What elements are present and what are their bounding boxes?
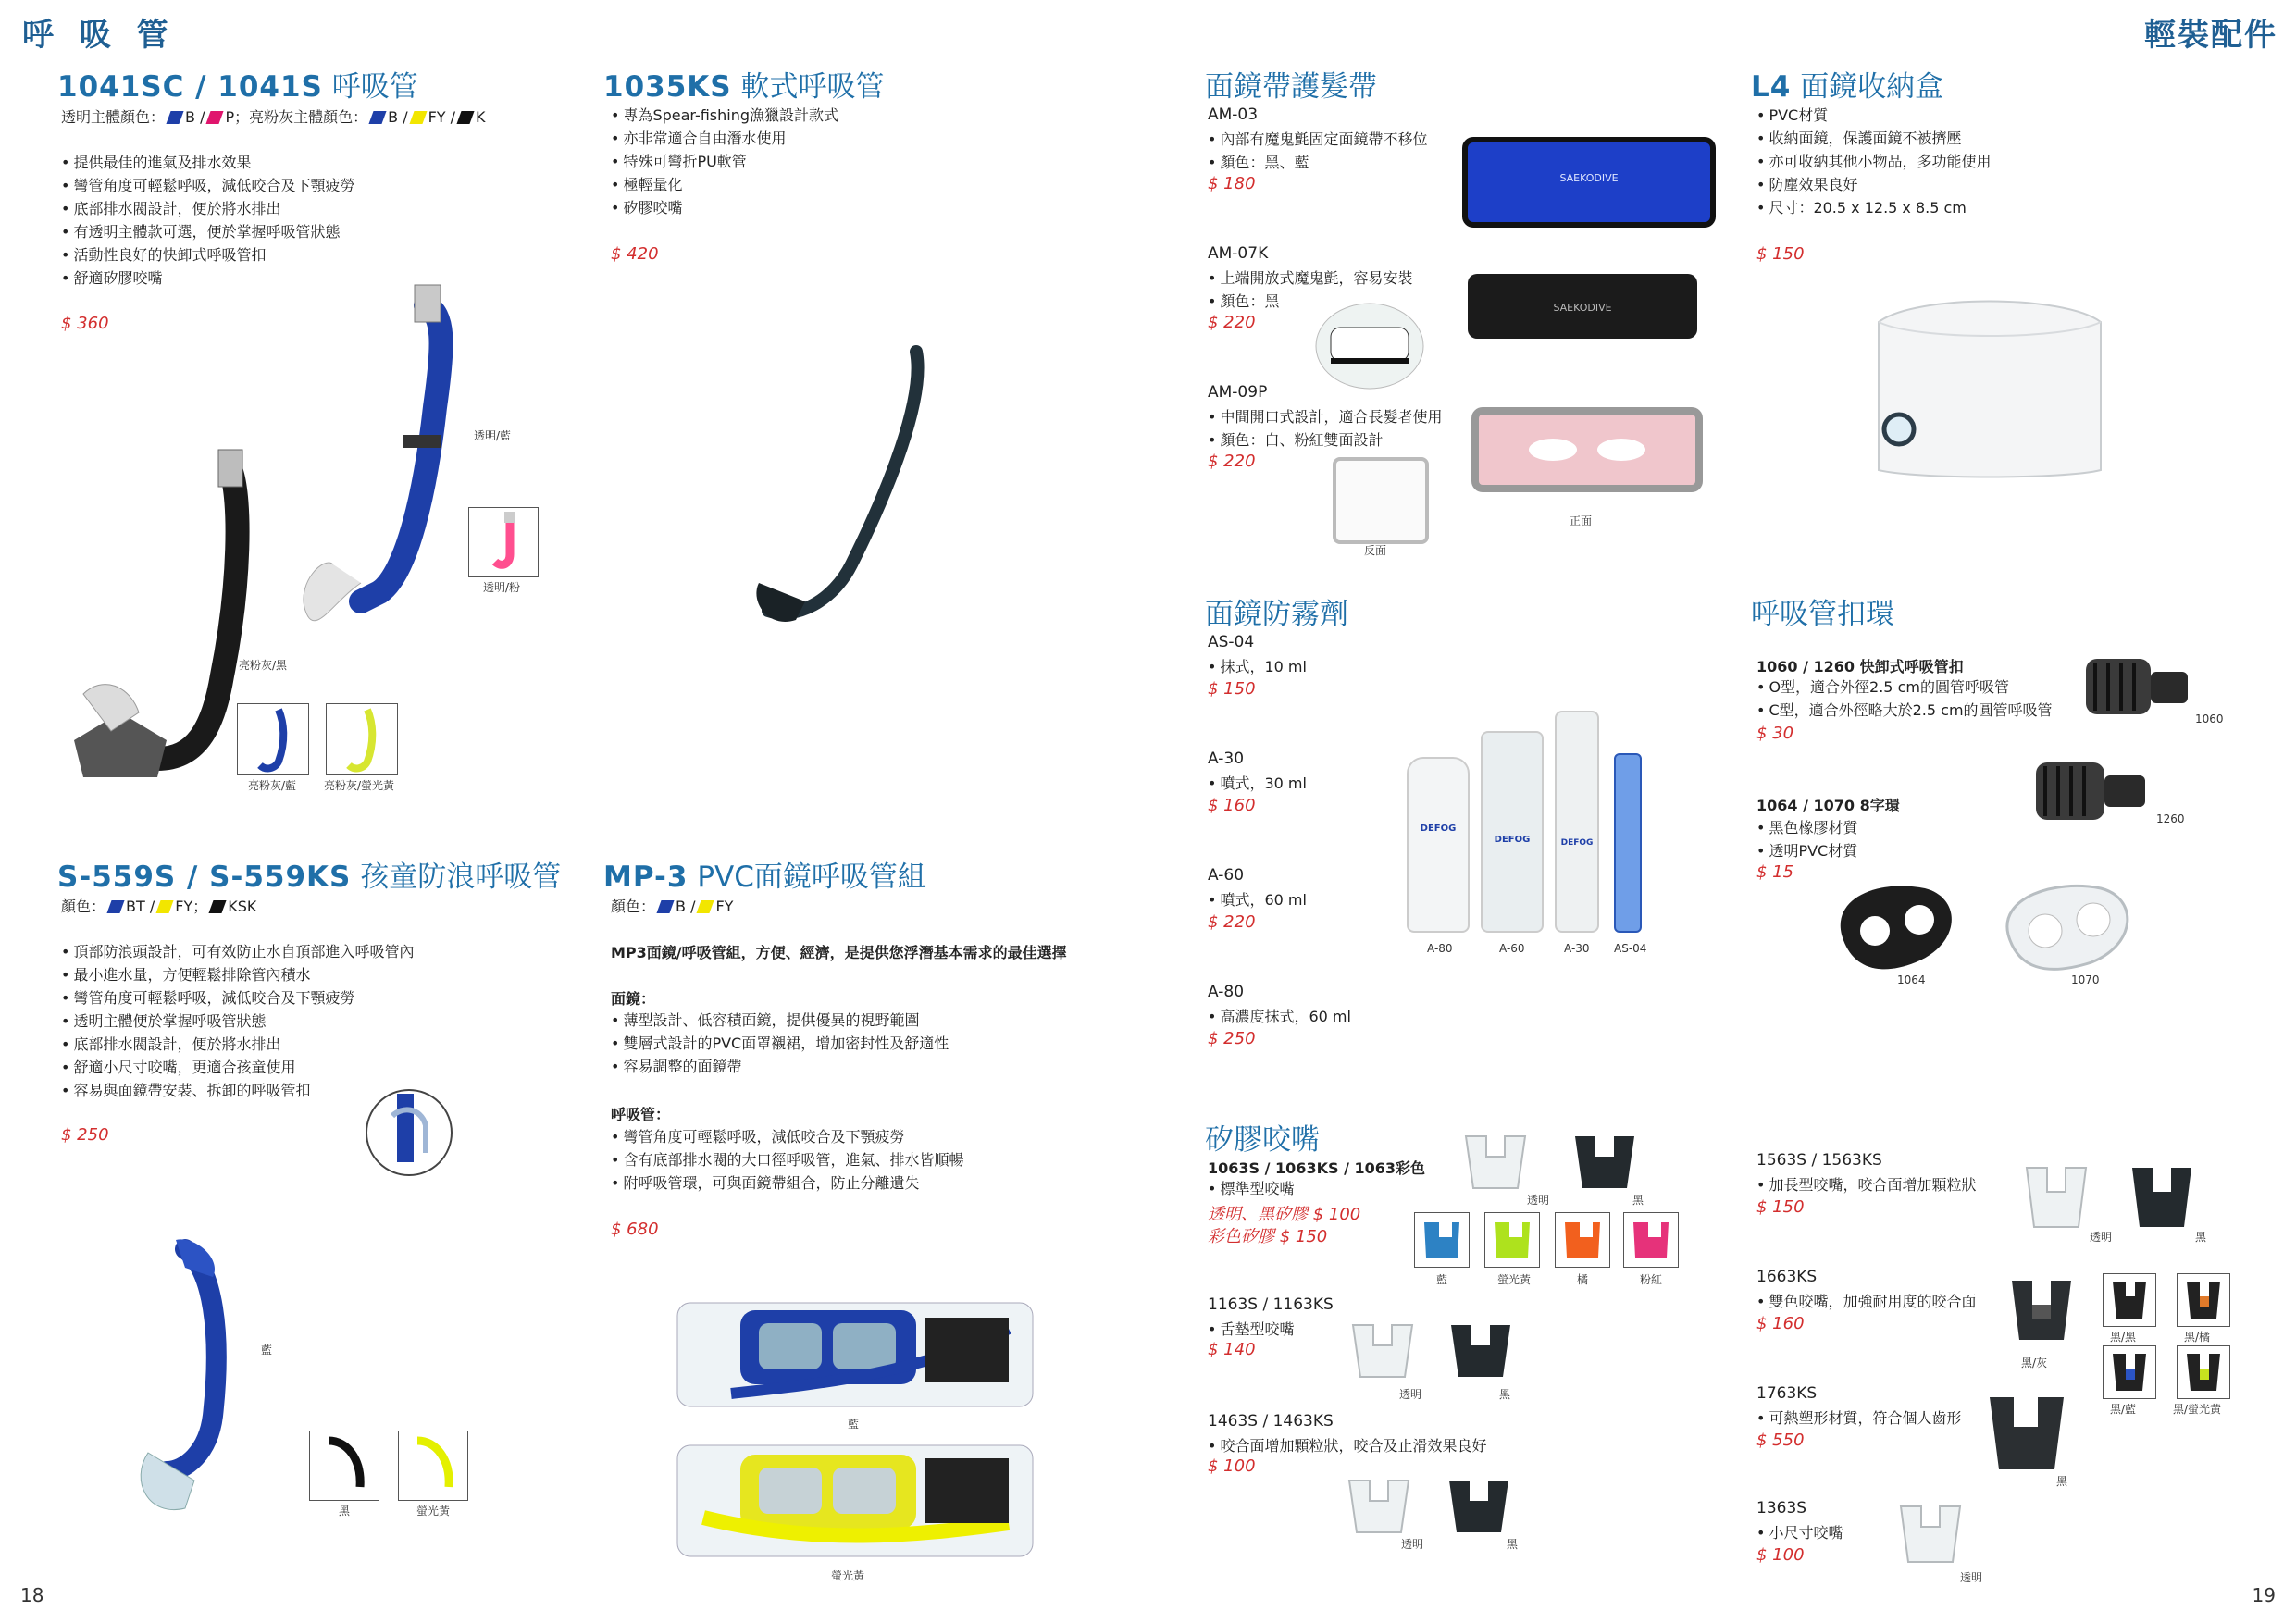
defog-title: 面鏡防霧劑	[1205, 598, 1348, 631]
color-code: B /	[388, 108, 408, 126]
mouthpiece-1663-image	[2004, 1273, 2079, 1347]
mouth2-code-3: 1363S	[1756, 1499, 1807, 1518]
caption-1063-orange: 橘	[1577, 1273, 1589, 1286]
caption-strap-back: 反面	[1364, 544, 1387, 557]
feature-item: • 專為Spear-fishing漁獵設計款式	[611, 104, 838, 127]
caption-a60: A-60	[1499, 942, 1525, 955]
mp3-mask-features	[611, 1009, 949, 1078]
mouth-price-2: $ 100	[1208, 1456, 1256, 1476]
caption-1663-bk-gy: 黑/灰	[2021, 1357, 2048, 1369]
thumb-s559-fy	[398, 1431, 468, 1501]
defog-code-3: A-80	[1208, 983, 1245, 1001]
feature-item: • 噴式，60 ml	[1208, 888, 1307, 911]
keeper-features-1	[1756, 816, 1857, 862]
mask-with-strap-image	[1314, 302, 1425, 390]
feature-item: • 可熱塑形材質，符合個人齒形	[1756, 1406, 1961, 1430]
defog-code-0: AS-04	[1208, 633, 1255, 651]
color-code: B /	[676, 898, 696, 915]
caption-mp3-blue: 藍	[848, 1418, 860, 1431]
feature-item: • 內部有魔鬼氈固定面鏡帶不移位	[1208, 128, 1427, 151]
keeper-1260-image	[2027, 753, 2156, 831]
keeper-price-1: $ 15	[1756, 862, 1794, 882]
price-1035: $ 420	[611, 244, 659, 264]
strap-am09p-back-image	[1333, 457, 1429, 544]
strap-price-1: $ 220	[1208, 313, 1256, 332]
mouth2-features-3	[1756, 1521, 1843, 1544]
feature-item: • 底部排水閥設計，便於將水排出	[61, 1033, 414, 1056]
feature-item: • 有透明主體款可選，便於掌握呼吸管狀態	[61, 220, 354, 243]
defog-price-0: $ 150	[1208, 679, 1256, 699]
thumb-s559-black	[309, 1431, 379, 1501]
product-code: L4	[1751, 70, 1792, 104]
mouthpiece-clear-image	[1458, 1129, 1533, 1196]
caption-1063-blue: 藍	[1436, 1273, 1448, 1286]
mouth2-code-0: 1563S / 1563KS	[1756, 1151, 1882, 1170]
color-code: FY	[715, 898, 734, 915]
brand-logo: SAEKODIVE	[1559, 172, 1619, 184]
snorkel-1035-image	[740, 342, 944, 648]
defog-price-3: $ 250	[1208, 1029, 1256, 1048]
feature-item: • 彎管角度可輕鬆呼吸，減低咬合及下顎疲勞	[611, 1125, 963, 1148]
swatch-yellow	[156, 900, 174, 913]
swatch-blue	[656, 900, 674, 913]
section-header-left: 呼 吸 管	[22, 17, 176, 54]
feature-item: • 彎管角度可輕鬆呼吸，減低咬合及下顎疲勞	[61, 174, 354, 197]
mouth2-code-1: 1663KS	[1756, 1268, 1818, 1286]
feature-item: • 矽膠咬嘴	[611, 196, 838, 219]
feature-list-l4	[1756, 104, 1991, 219]
swatch-black	[456, 111, 474, 124]
caption-gray-blue: 亮粉灰/藍	[248, 779, 297, 792]
snorkel-top-detail-image	[365, 1088, 453, 1177]
mouthpiece-black-image	[1568, 1129, 1642, 1196]
strap-am07k-image	[1468, 274, 1697, 339]
feature-item: • 彎管角度可輕鬆呼吸，減低咬合及下顎疲勞	[61, 986, 414, 1010]
keeper-features-0	[1756, 675, 2053, 722]
product-title-s559	[57, 853, 561, 895]
keeper-price-0: $ 30	[1756, 724, 1794, 743]
section-header-right: 輕裝配件	[2144, 17, 2277, 54]
feature-item: • 活動性良好的快卸式呼吸管扣	[61, 243, 354, 266]
feature-item: • 最小進水量，方便輕鬆排除管內積水	[61, 963, 414, 986]
bottle-as04-image	[1614, 753, 1642, 933]
mouthpiece-1463-black-image	[1442, 1473, 1516, 1540]
mouth2-code-2: 1763KS	[1756, 1384, 1818, 1403]
caption-strap-front: 正面	[1570, 514, 1593, 527]
strap-code-1: AM-07K	[1208, 244, 1269, 263]
product-title-mp3	[603, 853, 926, 895]
strap-price-0: $ 180	[1208, 174, 1256, 193]
defog-features-3	[1208, 1005, 1351, 1028]
feature-item: • C型，適合外徑略大於2.5 cm的圓管呼吸管	[1756, 699, 2053, 722]
feature-item: • 雙色咬嘴，加強耐用度的咬合面	[1756, 1290, 1976, 1313]
thumb-gray-fy	[326, 703, 398, 775]
bottle-label: DEFOG	[1420, 824, 1457, 834]
caption-clear-blue: 透明/藍	[474, 429, 512, 442]
caption-s559-black: 黑	[339, 1505, 351, 1518]
keeper-code-0: 1060 / 1260 快卸式呼吸管扣	[1756, 658, 1964, 675]
thumb-1663-bk-bk	[2103, 1273, 2156, 1327]
feature-item: • 附呼吸管環，可與面鏡帶組合，防止分離遺失	[611, 1171, 963, 1195]
page-number-left: 18	[20, 1584, 44, 1606]
feature-item: • 收納面鏡，保護面鏡不被擠壓	[1756, 127, 1991, 150]
swatch-blue	[166, 111, 183, 124]
mouth2-price-2: $ 550	[1756, 1431, 1805, 1450]
feature-item: • 標準型咬嘴	[1208, 1177, 1294, 1200]
feature-item: • 底部排水閥設計，便於將水排出	[61, 197, 354, 220]
product-code: MP-3	[603, 861, 689, 894]
mouth-price-1: $ 140	[1208, 1340, 1256, 1359]
feature-item: • 中間開口式設計，適合長髮者使用	[1208, 405, 1442, 428]
mouth2-price-0: $ 150	[1756, 1197, 1805, 1217]
price-1041: $ 360	[61, 314, 109, 333]
mouth-features-2	[1208, 1434, 1486, 1457]
caption-s559-fy: 螢光黃	[416, 1505, 451, 1518]
price-s559: $ 250	[61, 1125, 109, 1145]
mp3-blue-set-image	[676, 1292, 1036, 1412]
thumb-1663-bk-bl	[2103, 1345, 2156, 1399]
mouth-code-0: 1063S / 1063KS / 1063彩色	[1208, 1159, 1426, 1177]
feature-item: • 透明主體便於掌握呼吸管狀態	[61, 1010, 414, 1033]
color-options-s559	[61, 895, 256, 916]
caption-1060: 1060	[2195, 712, 2224, 725]
strap-price-2: $ 220	[1208, 452, 1256, 471]
mp3-intro: MP3面鏡/呼吸管組，方便、經濟，是提供您浮潛基本需求的最佳選擇	[611, 944, 1067, 961]
caption-1663-bk-bk: 黑/黑	[2110, 1331, 2137, 1344]
caption-1063-fy: 螢光黃	[1497, 1273, 1532, 1286]
product-title-l4	[1751, 63, 1943, 105]
mouth-features-0	[1208, 1177, 1294, 1200]
strap-code-0: AM-03	[1208, 105, 1259, 124]
bottle-label: DEFOG	[1560, 838, 1594, 848]
feature-item: • 小尺寸咬嘴	[1756, 1521, 1843, 1544]
strap-code-2: AM-09P	[1208, 383, 1268, 402]
strap-features-0	[1208, 128, 1427, 174]
feature-item: • 特殊可彎折PU軟管	[611, 150, 838, 173]
swatch-blue	[106, 900, 124, 913]
feature-item: • 透明PVC材質	[1756, 839, 1857, 862]
feature-item: • 舒適矽膠咬嘴	[61, 266, 354, 290]
color-label: 透明主體顏色：	[61, 108, 166, 126]
color-label: 顏色：	[61, 898, 106, 915]
color-code: FY；	[175, 898, 208, 915]
feature-item: • 高濃度抹式，60 ml	[1208, 1005, 1351, 1028]
feature-item: • 薄型設計、低容積面鏡，提供優異的視野範圍	[611, 1009, 949, 1032]
feature-list-1035	[611, 104, 838, 219]
caption-1763-black: 黑	[2056, 1475, 2068, 1488]
bottle-label: DEFOG	[1494, 835, 1531, 845]
defog-price-2: $ 220	[1208, 912, 1256, 932]
keeper-title: 呼吸管扣環	[1751, 598, 1894, 631]
mouthpiece-1163-clear-image	[1346, 1318, 1420, 1384]
feature-item: • 黑色橡膠材質	[1756, 816, 1857, 839]
thumb-1063-pink	[1623, 1212, 1679, 1268]
snorkel-s559-image	[130, 1240, 296, 1527]
feature-item: • 上端開放式魔鬼氈，容易安裝	[1208, 266, 1412, 290]
keeper-code-1: 1064 / 1070 8字環	[1756, 797, 1900, 814]
product-name: PVC面鏡呼吸管組	[697, 861, 926, 894]
thumb-gray-blue	[237, 703, 309, 775]
mouthpiece-1563-clear-image	[2019, 1160, 2093, 1234]
color-code: KSK	[228, 898, 257, 915]
caption-1563-clear: 透明	[2090, 1231, 2113, 1244]
swatch-yellow	[409, 111, 427, 124]
color-options-1041	[61, 105, 486, 127]
product-name: 軟式呼吸管	[740, 70, 885, 104]
product-title-1035	[603, 63, 885, 105]
caption-1663-bk-or: 黑/橘	[2184, 1331, 2211, 1344]
mp3-snorkel-features	[611, 1125, 963, 1195]
caption-1063-clear: 透明	[1527, 1194, 1550, 1207]
feature-list-1041	[61, 151, 354, 290]
caption-1063-black: 黑	[1632, 1194, 1644, 1207]
defog-code-2: A-60	[1208, 866, 1245, 885]
caption-1070: 1070	[2071, 973, 2100, 986]
mouth2-features-1	[1756, 1290, 1976, 1313]
feature-item: • 極輕量化	[611, 173, 838, 196]
strap-title: 面鏡帶護髮帶	[1205, 70, 1377, 104]
keeper-1064-image	[1823, 879, 1962, 981]
mouthpiece-1163-black-image	[1444, 1318, 1518, 1384]
bottle-a30-image	[1555, 711, 1599, 933]
caption-gray-black: 亮粉灰/黑	[239, 659, 288, 672]
feature-item: • PVC材質	[1756, 104, 1991, 127]
product-code: 1035KS	[603, 70, 732, 104]
mouth2-features-0	[1756, 1173, 1976, 1196]
mouthpiece-1563-black-image	[2125, 1160, 2199, 1234]
defog-features-0	[1208, 655, 1307, 678]
mp3-mask-heading: 面鏡：	[611, 990, 656, 1008]
caption-a80: A-80	[1427, 942, 1453, 955]
feature-item: • 顏色：黑、藍	[1208, 151, 1427, 174]
feature-item: • 尺寸：20.5 x 12.5 x 8.5 cm	[1756, 196, 1991, 219]
feature-item: • 加長型咬嘴，咬合面增加顆粒狀	[1756, 1173, 1976, 1196]
color-code: FY /	[428, 108, 456, 126]
caption-1063-pink: 粉紅	[1640, 1273, 1663, 1286]
mouthpiece-1763-image	[1980, 1390, 2073, 1479]
keeper-1060-image	[2080, 650, 2191, 724]
product-title-1041	[57, 63, 418, 105]
brand-logo: SAEKODIVE	[1553, 302, 1612, 314]
caption-1463-clear: 透明	[1401, 1538, 1424, 1551]
mouth-code-2: 1463S / 1463KS	[1208, 1412, 1334, 1431]
feature-item: • 容易與面鏡帶安裝、拆卸的呼吸管扣	[61, 1079, 414, 1102]
feature-item: • 提供最佳的進氣及排水效果	[61, 151, 354, 174]
mouth-code-1: 1163S / 1163KS	[1208, 1295, 1334, 1314]
caption-1663-bk-fy: 黑/螢光黃	[2173, 1403, 2222, 1416]
feature-item: • 雙層式設計的PVC面罩襯裙，增加密封性及舒適性	[611, 1032, 949, 1055]
mouth-price-0: 透明、黑矽膠 $ 100	[1208, 1205, 1361, 1224]
feature-item: • O型，適合外徑2.5 cm的圓管呼吸管	[1756, 675, 2053, 699]
color-code: P；亮粉灰主體顏色：	[225, 108, 368, 126]
mouthpiece-title: 矽膠咬嘴	[1205, 1123, 1320, 1157]
strap-am09p-front-image	[1471, 407, 1703, 492]
product-name: 呼吸管	[331, 70, 418, 104]
swatch-pink	[206, 111, 224, 124]
mouth2-price-1: $ 160	[1756, 1314, 1805, 1333]
feature-item: • 噴式，30 ml	[1208, 772, 1307, 795]
feature-item: • 含有底部排水閥的大口徑呼吸管，進氣、排水皆順暢	[611, 1148, 963, 1171]
caption-a30: A-30	[1564, 942, 1590, 955]
feature-item: • 顏色：黑	[1208, 290, 1412, 313]
caption-1363-clear: 透明	[1960, 1571, 1983, 1584]
caption-1260: 1260	[2156, 812, 2185, 825]
mp3-snorkel-heading: 呼吸管：	[611, 1106, 671, 1123]
strap-am03-image	[1462, 137, 1716, 228]
color-options-mp3	[611, 895, 733, 916]
defog-code-1: A-30	[1208, 750, 1245, 768]
product-name: 面鏡收納盒	[1800, 70, 1944, 104]
strap-cutouts	[1479, 415, 1695, 485]
price-mp3: $ 680	[611, 1220, 659, 1239]
keeper-1070-image	[1990, 879, 2138, 981]
feature-item: • 容易調整的面鏡帶	[611, 1055, 949, 1078]
thumb-clear-pink	[468, 507, 539, 577]
feature-item: • 咬合面增加顆粒狀，咬合及止滑效果良好	[1208, 1434, 1486, 1457]
price-l4: $ 150	[1756, 244, 1805, 264]
defog-features-1	[1208, 772, 1307, 795]
product-name: 孩童防浪呼吸管	[360, 861, 562, 894]
caption-1163-black: 黑	[1499, 1388, 1511, 1401]
mouth2-features-2	[1756, 1406, 1961, 1430]
mouth-features-1	[1208, 1318, 1294, 1341]
caption-1064: 1064	[1897, 973, 1926, 986]
feature-item: • 舒適小尺寸咬嘴，更適合孩童使用	[61, 1056, 414, 1079]
color-label: 顏色：	[611, 898, 656, 915]
caption-1663-bk-bl: 黑/藍	[2110, 1403, 2137, 1416]
storage-box-image	[1860, 294, 2110, 489]
feature-item: • 舌墊型咬嘴	[1208, 1318, 1294, 1341]
thumb-1663-bk-or	[2177, 1273, 2230, 1327]
thumb-1063-blue	[1414, 1212, 1470, 1268]
mouthpiece-1463-clear-image	[1342, 1473, 1416, 1540]
thumb-1663-bk-fy	[2177, 1345, 2230, 1399]
caption-1563-black: 黑	[2195, 1231, 2207, 1244]
mouth2-price-3: $ 100	[1756, 1545, 1805, 1565]
thumb-1063-fy	[1484, 1212, 1540, 1268]
swatch-black	[209, 900, 227, 913]
color-code: B /	[185, 108, 205, 126]
caption-as04: AS-04	[1614, 942, 1647, 955]
feature-item: • 抹式，10 ml	[1208, 655, 1307, 678]
bottle-a80-image	[1407, 757, 1470, 933]
feature-item: • 防塵效果良好	[1756, 173, 1991, 196]
mp3-yellow-set-image	[676, 1434, 1036, 1564]
strap-features-2	[1208, 405, 1442, 452]
product-code: 1041SC / 1041S	[57, 70, 323, 104]
page-number-right: 19	[2252, 1584, 2276, 1606]
swatch-blue	[369, 111, 387, 124]
caption-1463-black: 黑	[1507, 1538, 1519, 1551]
feature-item: • 顏色：白、粉紅雙面設計	[1208, 428, 1442, 452]
feature-item: • 亦可收納其他小物品，多功能使用	[1756, 150, 1991, 173]
bottle-a60-image	[1481, 731, 1544, 933]
product-code: S-559S / S-559KS	[57, 861, 352, 894]
mouthpiece-1363-image	[1893, 1499, 1967, 1569]
mouth-price-0b: 彩色矽膠 $ 150	[1208, 1227, 1328, 1246]
caption-1163-clear: 透明	[1399, 1388, 1422, 1401]
caption-mp3-fy: 螢光黃	[831, 1569, 865, 1582]
defog-features-2	[1208, 888, 1307, 911]
feature-list-s559	[61, 940, 414, 1102]
defog-price-1: $ 160	[1208, 796, 1256, 815]
caption-gray-fy: 亮粉灰/螢光黃	[324, 779, 395, 792]
feature-item: • 頂部防浪頭設計，可有效防止水自頂部進入呼吸管內	[61, 940, 414, 963]
caption-clear-pink: 透明/粉	[483, 581, 521, 594]
swatch-yellow	[697, 900, 714, 913]
color-code: K	[476, 108, 486, 126]
color-code: BT /	[126, 898, 155, 915]
thumb-1063-orange	[1555, 1212, 1610, 1268]
feature-item: • 亦非常適合自由潛水使用	[611, 127, 838, 150]
caption-s559-blue: 藍	[261, 1344, 273, 1357]
